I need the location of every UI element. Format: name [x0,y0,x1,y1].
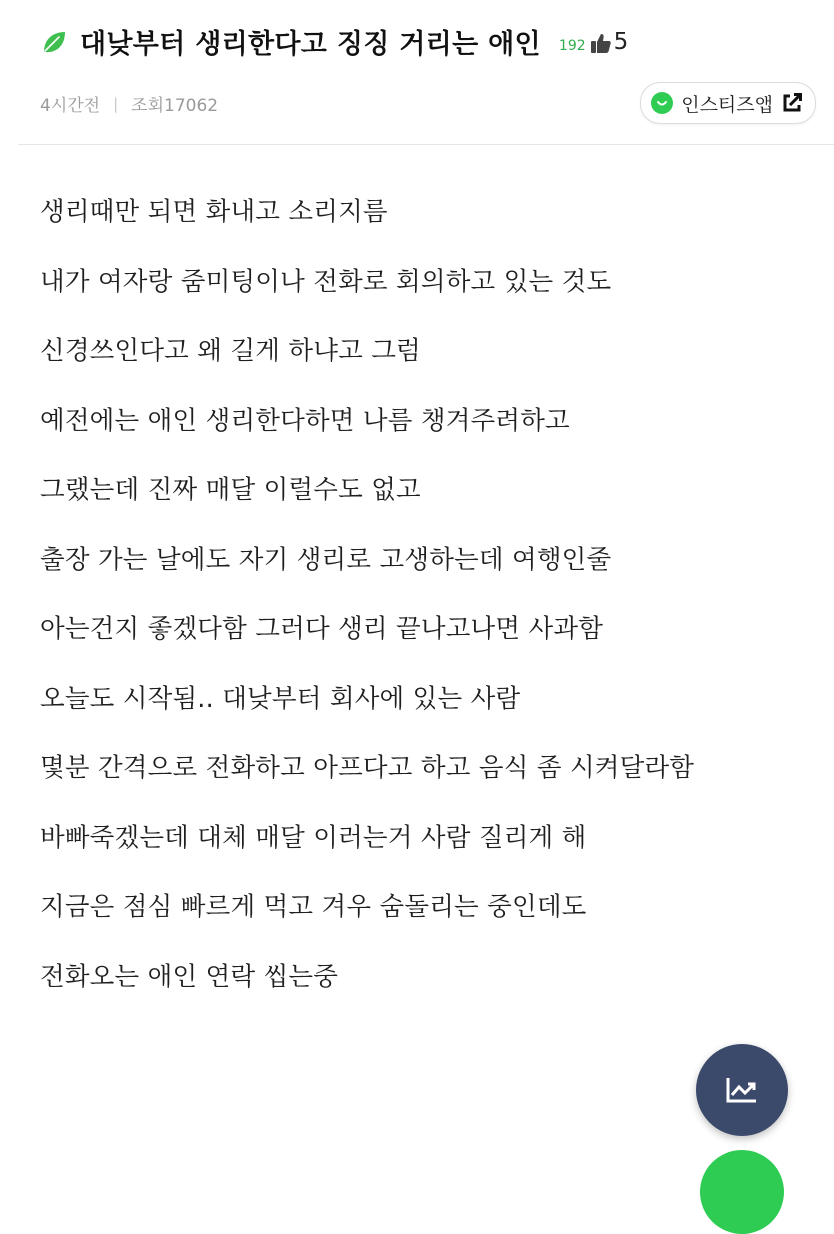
body-line: 오늘도 시작됨.. 대낮부터 회사에 있는 사람 [40,683,521,714]
post-header [0,0,834,146]
like-count: 5 [613,28,629,55]
body-line: 생리때만 되면 화내고 소리지름 [40,197,388,227]
time-ago: 4시간전 [40,96,101,116]
post-meta [40,91,218,116]
body-line: 예전에는 애인 생리한다하면 나름 챙겨주려하고 [40,405,570,436]
view-count: 조회17062 [131,96,219,116]
trend-fab-button[interactable] [696,1044,788,1136]
post-title: 대낮부터 생리한다고 징징 거리는 애인 [80,29,541,60]
view-badge: 192 [558,37,586,54]
body-line: 신경쓰인다고 왜 길게 하냐고 그럼 [40,336,421,366]
body-line: 전화오는 애인 연락 씹는중 [40,961,339,992]
body-line: 바빠죽겠는데 대체 매달 이러는거 사람 질리게 해 [40,822,587,853]
instiz-app-icon [651,92,673,114]
body-line: 아는건지 좋겠다함 그러다 생리 끝나고나면 사과함 [40,614,604,644]
body-line: 내가 여자랑 줌미팅이나 전화로 회의하고 있는 것도 [40,266,612,297]
meta-separator: | [113,94,119,113]
header-divider [18,144,834,145]
thumbs-up-icon[interactable] [590,32,612,54]
body-line: 그랬는데 진짜 매달 이럴수도 없고 [40,475,421,505]
body-line: 몇분 간격으로 전화하고 아프다고 하고 음식 좀 시켜달라함 [40,753,695,783]
title-row [40,22,628,61]
instiz-app-button[interactable] [640,82,816,124]
trend-chart-icon [724,1075,760,1105]
post-body [40,192,820,1026]
leaf-icon [40,28,68,56]
app-button-label: 인스티즈앱 [681,93,773,116]
app-fab-button[interactable] [700,1150,784,1234]
body-line: 출장 가는 날에도 자기 생리로 고생하는데 여행인줄 [40,544,612,575]
external-link-icon [781,92,803,114]
body-line: 지금은 점심 빠르게 먹고 겨우 숨돌리는 중인데도 [40,892,587,922]
